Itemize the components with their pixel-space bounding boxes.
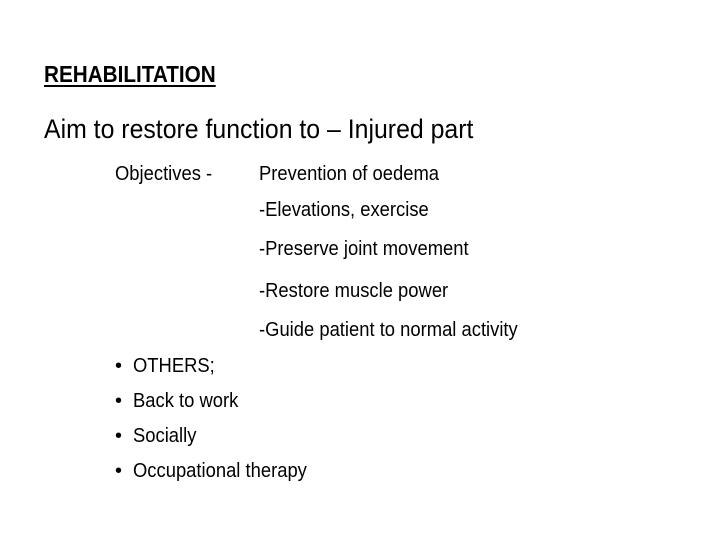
objective-item: -Guide patient to normal activity	[259, 319, 518, 341]
bullet-icon: •	[115, 425, 123, 447]
list-item-text: Back to work	[133, 390, 239, 412]
objective-item: Prevention of oedema	[259, 163, 440, 185]
bullet-icon: •	[115, 390, 123, 412]
list-item-text: Occupational therapy	[133, 460, 307, 482]
list-item-text: Socially	[133, 425, 197, 447]
objective-item: -Elevations, exercise	[259, 199, 429, 221]
objective-item: -Preserve joint movement	[259, 238, 469, 260]
page-title: REHABILITATION	[44, 61, 216, 87]
objectives-label: Objectives -	[115, 163, 213, 185]
list-item-text: OTHERS;	[133, 355, 215, 377]
aim-statement: Aim to restore function to – Injured part	[44, 114, 474, 144]
bullet-icon: •	[115, 355, 123, 377]
bullet-icon: •	[115, 460, 123, 482]
objective-item: -Restore muscle power	[259, 280, 449, 302]
